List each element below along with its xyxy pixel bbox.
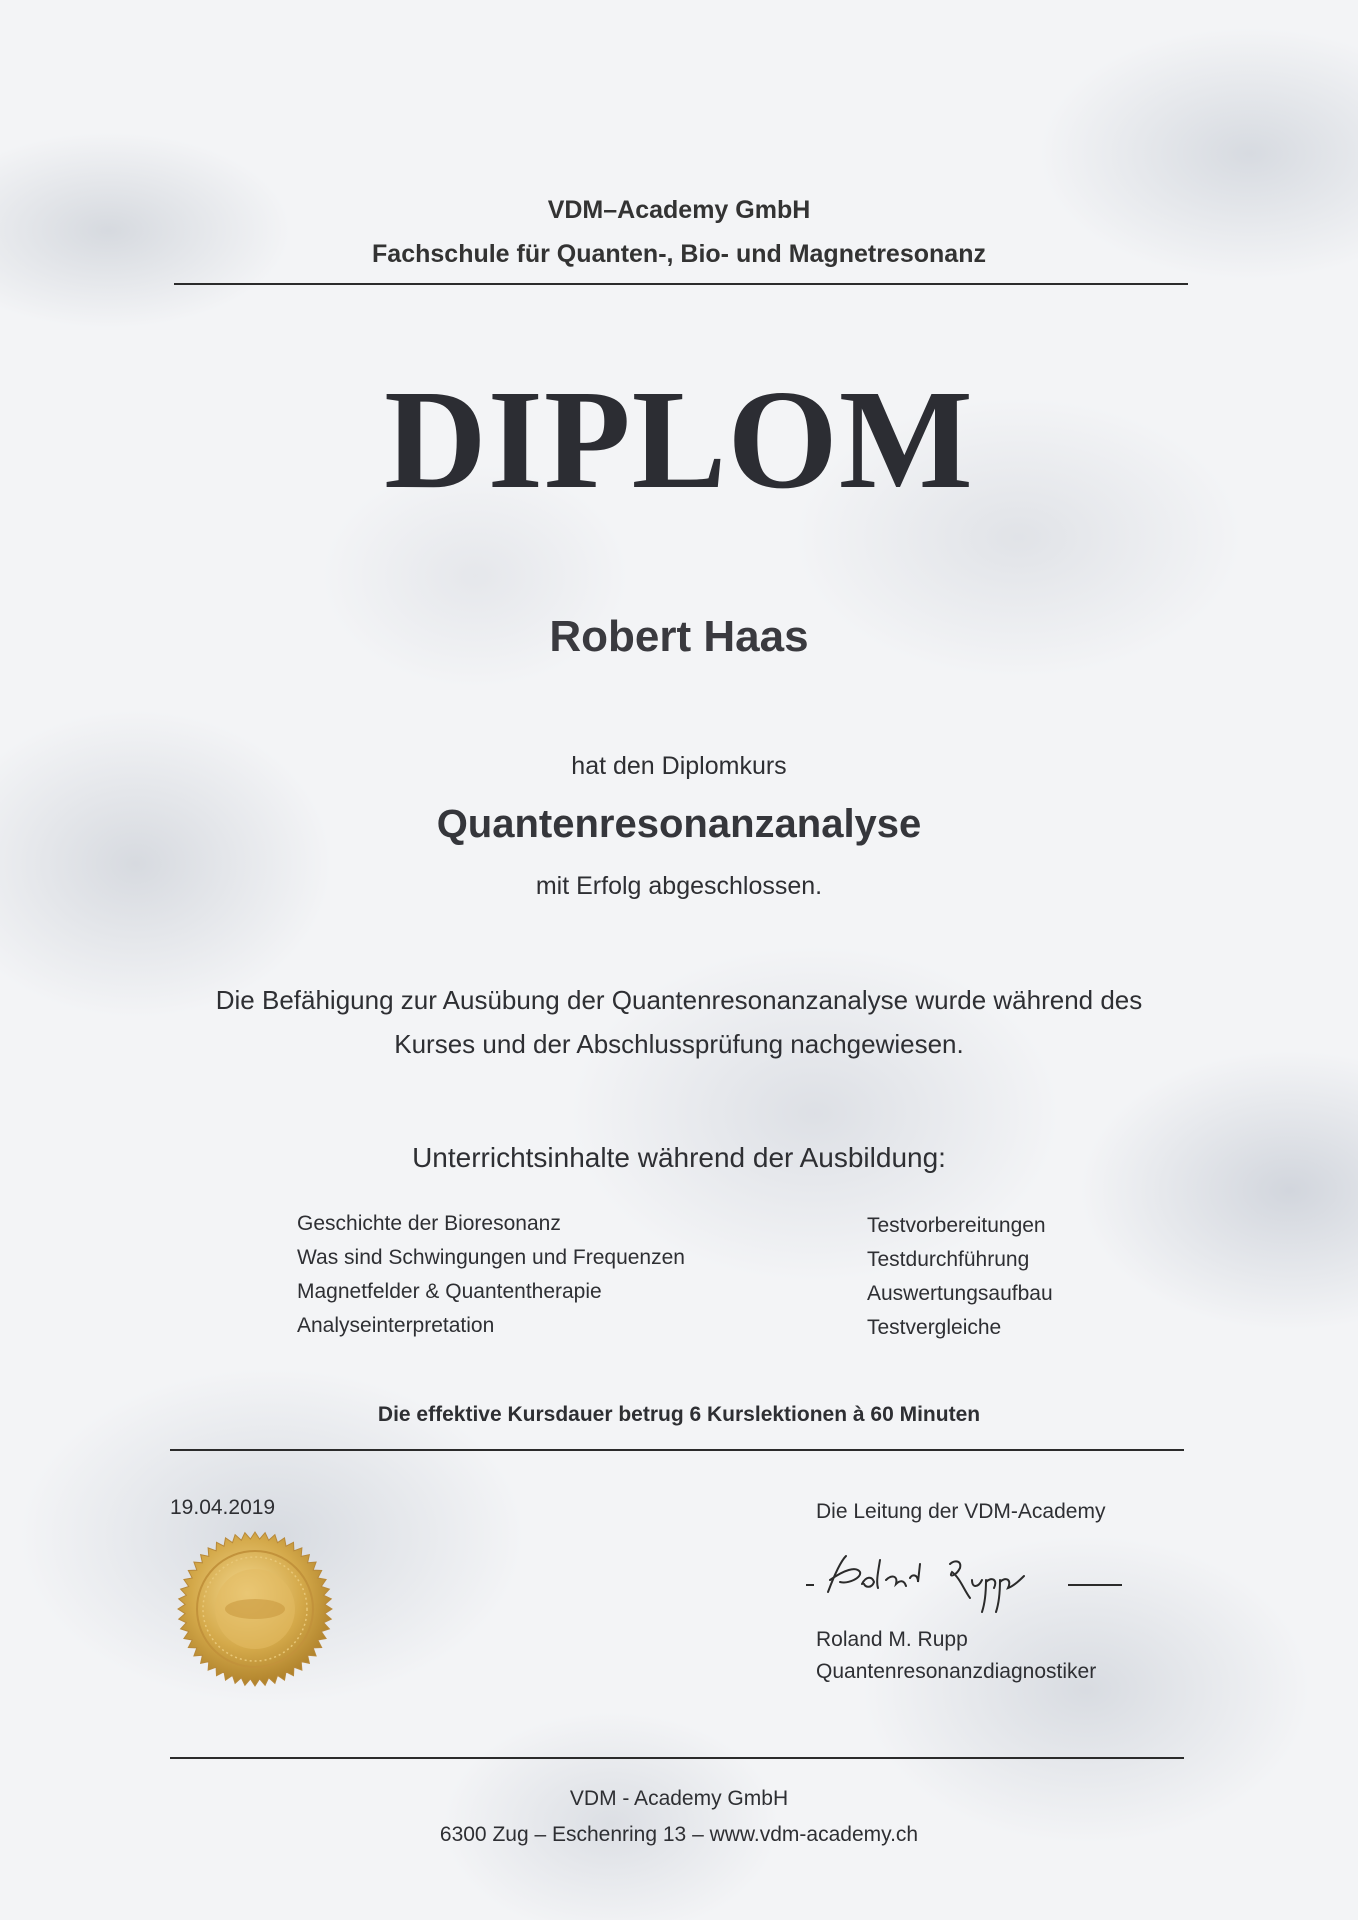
curriculum-item: Auswertungsaufbau (867, 1282, 1053, 1305)
gold-seal-icon (176, 1530, 334, 1693)
curriculum-item: Magnetfelder & Quantentherapie (297, 1280, 602, 1303)
curriculum-item: Analyseinterpretation (297, 1314, 495, 1337)
statement-outro: mit Erfolg abgeschlossen. (535, 872, 823, 900)
course-name: Quantenresonanzanalyse (436, 802, 922, 846)
issue-date: 19.04.2019 (170, 1496, 276, 1519)
course-duration: Die effektive Kursdauer betrug 6 Kurslektionen à 60 Minuten (377, 1403, 981, 1426)
body-divider (170, 1449, 1184, 1451)
signer-name: Roland M. Rupp (816, 1628, 968, 1651)
statement-intro: hat den Diplomkurs (571, 752, 787, 780)
curriculum-item: Was sind Schwingungen und Frequenzen (297, 1246, 685, 1269)
curriculum-heading: Unterrichtsinhalte während der Ausbildung: (412, 1142, 946, 1173)
document-title: DIPLOM (384, 360, 974, 518)
signature-heading: Die Leitung der VDM-Academy (816, 1500, 1106, 1523)
curriculum-item: Geschichte der Bioresonanz (297, 1212, 561, 1235)
organization-name: VDM–Academy GmbH (547, 196, 811, 224)
curriculum-left-list (297, 1207, 685, 1343)
header-divider (174, 283, 1188, 285)
school-name: Fachschule für Quanten-, Bio- und Magnetresonanz (372, 240, 986, 268)
curriculum-item: Testvorbereitungen (867, 1214, 1046, 1237)
qualification-line-2: Kurses und der Abschlussprüfung nachgewiesen. (394, 1029, 964, 1059)
footer-address: 6300 Zug – Eschenring 13 – www.vdm-academy.ch (439, 1823, 919, 1846)
curriculum-item: Testdurchführung (867, 1248, 1030, 1271)
handwritten-signature (800, 1540, 1130, 1625)
qualification-line-1: Die Befähigung zur Ausübung der Quantenresonanzanalyse wurde während des (215, 985, 1143, 1015)
footer-divider (170, 1757, 1184, 1759)
curriculum-right-list (867, 1209, 1053, 1345)
curriculum-item: Testvergleiche (867, 1316, 1002, 1339)
recipient-name: Robert Haas (549, 612, 809, 661)
footer-organization: VDM - Academy GmbH (569, 1787, 789, 1810)
signer-role: Quantenresonanzdiagnostiker (816, 1660, 1097, 1683)
signer-block (816, 1624, 1096, 1688)
qualification-text (0, 978, 1358, 1066)
